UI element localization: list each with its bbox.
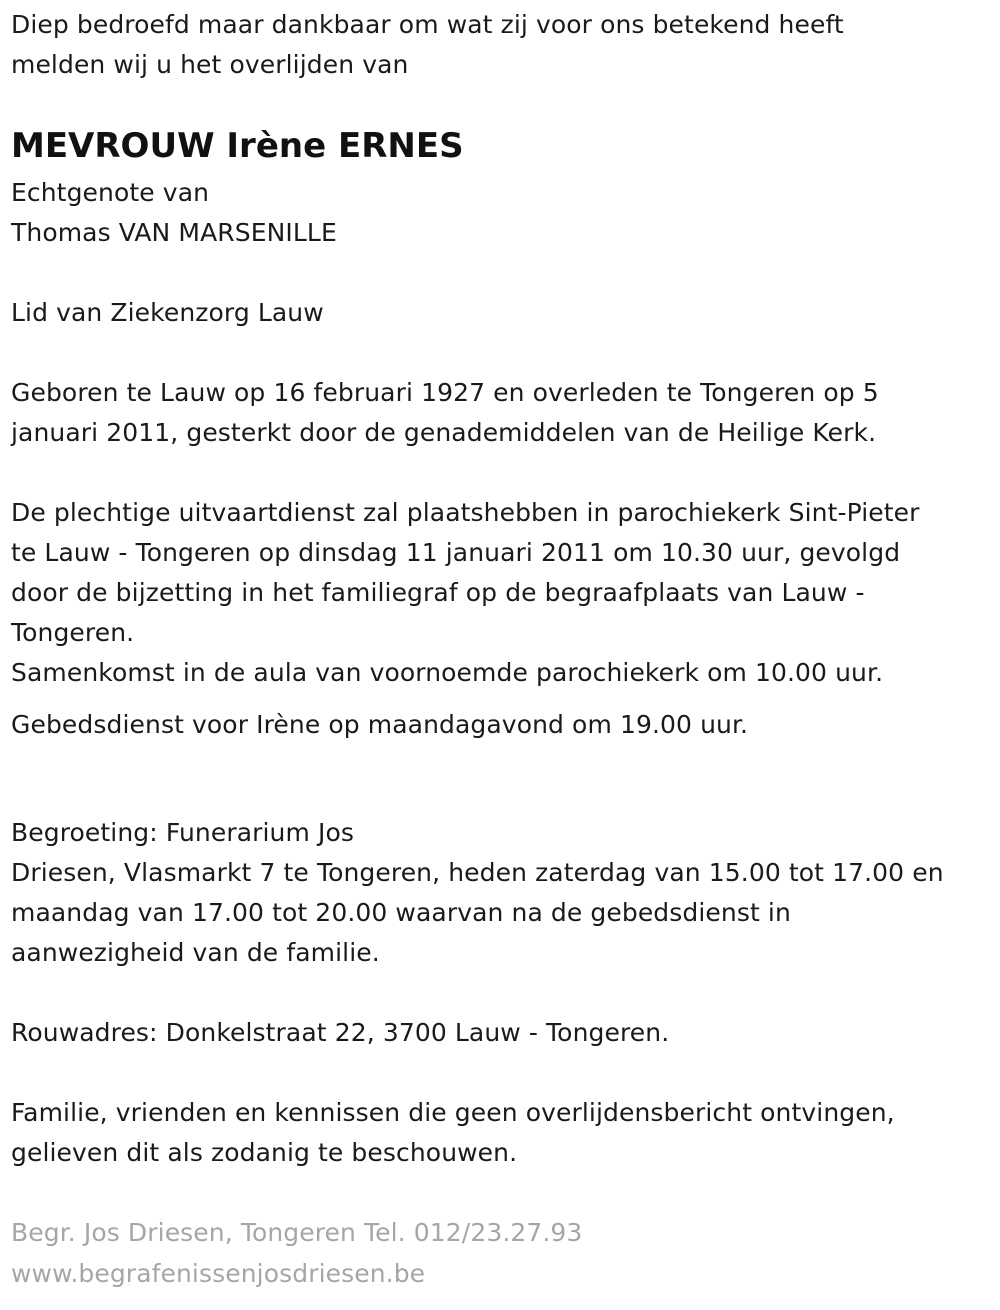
intro-line-1: Diep bedroefd maar dankbaar om wat zij voor ons betekend heeft <box>11 10 844 39</box>
funeral-info <box>11 493 920 693</box>
funeral-line-5: Samenkomst in de aula van voornoemde parochiekerk om 10.00 uur. <box>11 658 884 687</box>
visitation-line-1: Begroeting: Funerarium Jos <box>11 818 354 847</box>
undertaker-footer <box>11 1212 582 1294</box>
footer-website: www.begrafenissenjosdriesen.be <box>11 1259 426 1288</box>
prayer-service-line: Gebedsdienst voor Irène op maandagavond om 19.00 uur. <box>11 710 749 739</box>
visitation-info <box>11 813 944 973</box>
visitation-line-4: aanwezigheid van de familie. <box>11 938 380 967</box>
mourning-address <box>11 1013 669 1053</box>
funeral-line-3: door de bijzetting in het familiegraf op de begraafplaats van Lauw - <box>11 578 865 607</box>
membership <box>11 293 324 333</box>
spouse-info <box>11 173 337 253</box>
funeral-line-4: Tongeren. <box>11 618 135 647</box>
closing-line-2: gelieven dit als zodanig te beschouwen. <box>11 1138 518 1167</box>
spouse-name: Thomas VAN MARSENILLE <box>11 218 337 247</box>
spouse-label: Echtgenote van <box>11 178 210 207</box>
funeral-line-2: te Lauw - Tongeren op dinsdag 11 januari 2011 om 10.30 uur, gevolgd <box>11 538 901 567</box>
intro-text <box>11 5 844 85</box>
visitation-line-2: Driesen, Vlasmarkt 7 te Tongeren, heden zaterdag van 15.00 tot 17.00 en <box>11 858 944 887</box>
birth-death-info <box>11 373 879 453</box>
footer-contact: Begr. Jos Driesen, Tongeren Tel. 012/23.27.93 <box>11 1218 583 1247</box>
funeral-line-1: De plechtige uitvaartdienst zal plaatshebben in parochiekerk Sint-Pieter <box>11 498 920 527</box>
intro-line-2: melden wij u het overlijden van <box>11 50 409 79</box>
closing-text <box>11 1093 895 1173</box>
birth-death-line-1: Geboren te Lauw op 16 februari 1927 en overleden te Tongeren op 5 <box>11 378 879 407</box>
mourning-address-line: Rouwadres: Donkelstraat 22, 3700 Lauw - Tongeren. <box>11 1018 670 1047</box>
prayer-service <box>11 705 748 745</box>
closing-line-1: Familie, vrienden en kennissen die geen overlijdensbericht ontvingen, <box>11 1098 895 1127</box>
deceased-name: MEVROUW Irène ERNES <box>11 126 464 166</box>
visitation-line-3: maandag van 17.00 tot 20.00 waarvan na de gebedsdienst in <box>11 898 791 927</box>
birth-death-line-2: januari 2011, gesterkt door de genademiddelen van de Heilige Kerk. <box>11 418 877 447</box>
membership-line: Lid van Ziekenzorg Lauw <box>11 298 324 327</box>
